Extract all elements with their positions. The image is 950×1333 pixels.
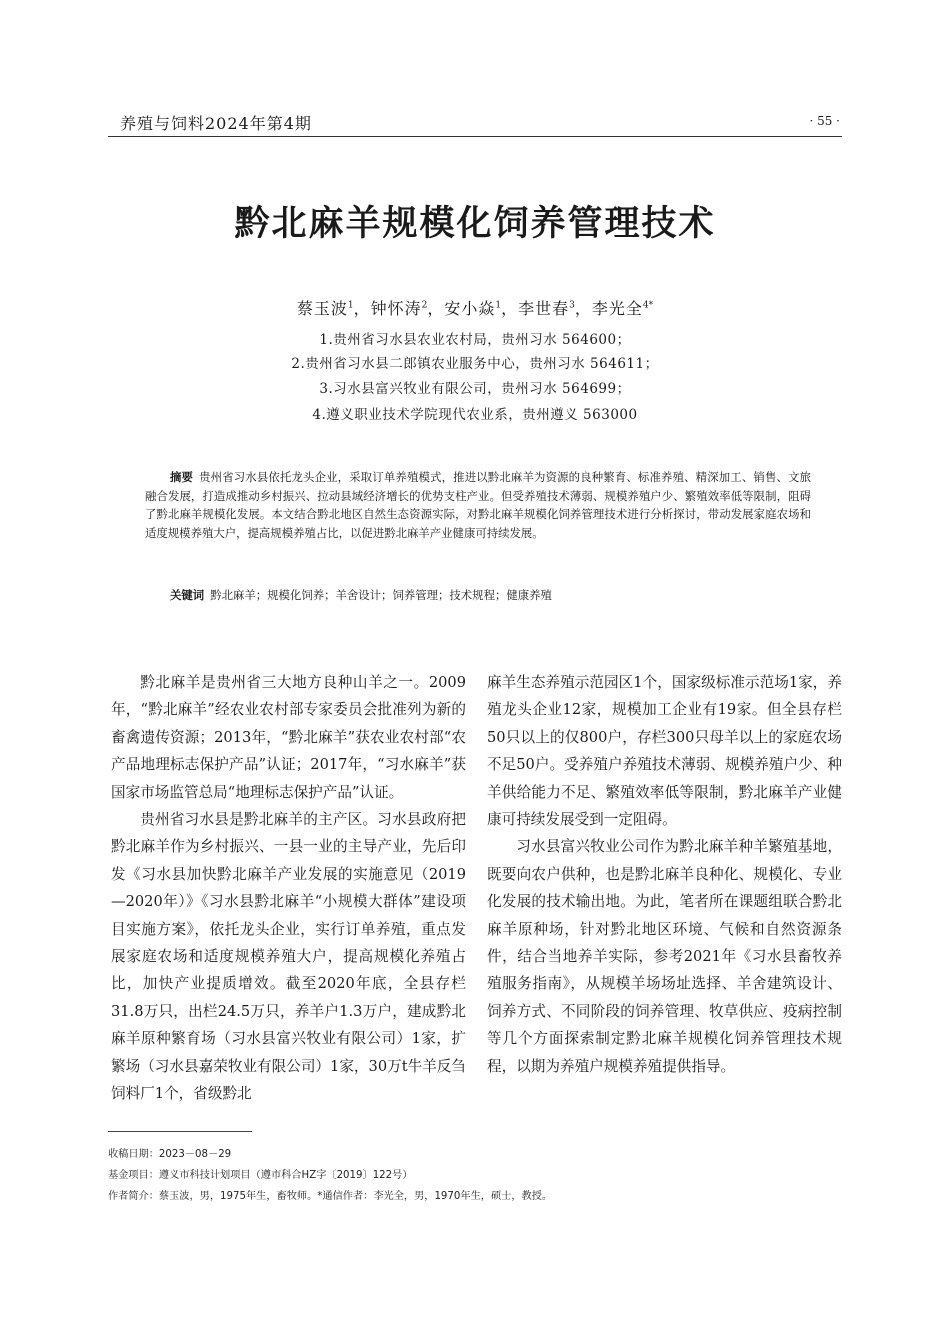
author-affil-mark: 1	[495, 300, 502, 311]
author-name: 钟怀涛	[370, 299, 422, 318]
author-affil-mark: 3	[569, 300, 575, 311]
affiliation-4: 4.遵义职业技术学院现代农业系，贵州遵义 563000	[312, 407, 638, 423]
author-affil-mark: 1	[347, 300, 354, 311]
author-name: 安小焱	[444, 299, 496, 318]
author-name: 蔡玉波	[296, 299, 348, 318]
header-rule	[108, 136, 842, 137]
footnote-author-bio: 作者简介：蔡玉波，男，1975年生，畜牧师。*通信作者：李光全，男，1970年生，硕士，教授。	[108, 1191, 553, 1202]
body-column-right	[487, 669, 842, 1080]
keywords-text: 黔北麻羊；规模化饲养；羊舍设计；饲养管理；技术规程；健康养殖	[210, 588, 552, 602]
page-number: · 55 ·	[809, 114, 840, 128]
article-title: 黔北麻羊规模化饲养管理技术	[234, 204, 716, 244]
affiliation-3: 3.习水县富兴牧业有限公司，贵州习水 564699；	[319, 381, 631, 397]
body-paragraph: 习水县富兴牧业公司作为黔北麻羊种羊繁殖基地，既要向农户供种，也是黔北麻羊良种化、规模化、专业化发展的技术输出地。为此，笔者所在课题组联合黔北麻羊原种场，针对黔北地区环境、气候和自然资源条件，结合当地养羊实际，参考2021年《习水县畜牧养殖服务指南》，从规模羊场场址选择、羊舍建筑设计、饲养方式、不同阶段的饲养管理、牧草供应、疫病控制等几个方面探索制定黔北麻羊规模化饲养管理技术规程，以期为养殖户规模养殖提供指导。	[487, 838, 842, 1075]
keywords	[145, 586, 811, 604]
abstract-text: 贵州省习水县依托龙头企业，采取订单养殖模式，推进以黔北麻羊为资源的良种繁育、标准养殖、精深加工、销售、文旅融合发展，打造成推动乡村振兴、拉动县域经济增长的优势支柱产业。但受养殖技术薄弱、规模养殖户少、繁殖效率低等限制，阻碍了黔北麻羊规模化发展。本文结合黔北地区自然生态资源实际，对黔北麻羊规模化饲养管理技术进行分析探讨，带动发展家庭农场和适度规模养殖大户，提高规模养殖占比，以促进黔北麻羊产业健康可持续发展。	[145, 470, 811, 541]
footnote-rule	[108, 1131, 252, 1132]
body-column-left	[111, 669, 466, 1108]
footnote-received: 收稿日期：2023－08－29	[108, 1149, 232, 1160]
body-paragraph: 贵州省习水县是黔北麻羊的主产区。习水县政府把黔北麻羊作为乡村振兴、一县一业的主导产业，先后印发《习水县加快黔北麻羊产业发展的实施意见（2019—2020年）》《习水县黔北麻羊“小规模大群体”建设项目实施方案》，依托龙头企业，实行订单养殖，重点发展家庭农场和适度规模养殖大户，提高规模化养殖占比，加快产业提质增效。截至2020年底，全县存栏31.8万只，出栏24.5万只，养羊户1.3万户，建成黔北麻羊原种繁育场（习水县富兴牧业有限公司）1家，扩繁场（习水县嘉荣牧业有限公司）1家，30万t牛羊反刍饲料厂1个，省级黔北	[111, 811, 466, 1103]
author-name: 李光全	[591, 299, 643, 318]
author-name: 李世春	[518, 299, 570, 318]
abstract-label: 摘要	[170, 470, 194, 484]
body-paragraph-continued: 麻羊生态养殖示范园区1个，国家级标准示范场1家，养殖龙头企业12家，规模加工企业有19家。但全县存栏50只以上的仅800户，存栏300只母羊以上的家庭农场不足50户。受养殖户养殖技术薄弱、规模养殖户少、种羊供给能力不足、繁殖效率低等限制，黔北麻羊产业健康可持续发展受到一定阻碍。	[487, 674, 842, 829]
footnote-fund: 基金项目：遵义市科技计划项目（遵市科合HZ字〔2019〕122号）	[108, 1170, 413, 1181]
author-affil-mark: 4*	[642, 300, 654, 311]
author-affil-mark: 2	[421, 300, 428, 311]
journal-header: 养殖与饲料2024年第4期	[120, 114, 312, 133]
affiliation-1: 1.贵州省习水县农业农村局，贵州习水 564600；	[319, 332, 631, 348]
keywords-label: 关键词	[170, 588, 205, 602]
abstract	[145, 468, 811, 543]
affiliation-2: 2.贵州省习水县二郎镇农业服务中心，贵州习水 564611；	[291, 356, 659, 372]
author-list: 蔡玉波$^1$，钟怀涛$^2$，安小焱$^1$，李世春$^3$，李光全$^{4*}$	[296, 299, 654, 318]
body-paragraph: 黔北麻羊是贵州省三大地方良种山羊之一。2009年，“黔北麻羊”经农业农村部专家委员会批准列为新的畜禽遗传资源；2013年，“黔北麻羊”获农业农村部“农产品地理标志保护产品”认证；2017年，“习水麻羊”获国家市场监管总局“地理标志保护产品”认证。	[111, 674, 466, 801]
